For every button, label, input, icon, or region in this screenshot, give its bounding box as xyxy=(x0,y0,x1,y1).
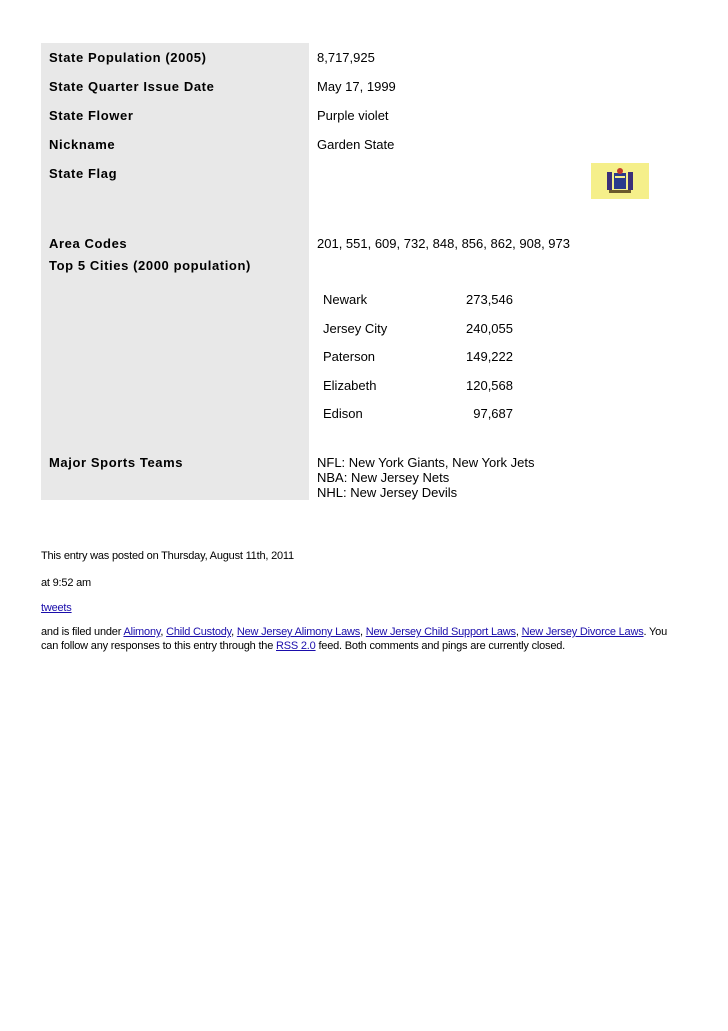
category-link[interactable]: Child Custody xyxy=(166,626,232,638)
cities-table xyxy=(323,292,513,435)
flag-row xyxy=(41,159,671,229)
posted-time: at 9:52 am xyxy=(41,577,91,589)
category-link[interactable]: New Jersey Divorce Laws xyxy=(521,626,644,638)
info-row xyxy=(41,130,671,159)
row-label: Area Codes xyxy=(41,229,309,258)
row-value: May 17, 1999 xyxy=(317,79,396,94)
sports-row xyxy=(41,448,671,500)
info-row xyxy=(41,229,671,258)
filed-under: and is filed under Alimony, Child Custody, New Jersey Alimony Laws, New Jersey Child Support Laws, New Jersey Divorce Laws. You can follow any responses to this entry through the RSS 2.0 feed. Both comments and pings are currently closed. xyxy=(41,626,668,652)
row-value: Garden State xyxy=(317,137,395,152)
category-link[interactable]: New Jersey Alimony Laws xyxy=(236,626,361,638)
row-value: 8,717,925 xyxy=(317,50,375,65)
cities-row xyxy=(41,258,671,448)
info-row xyxy=(41,72,671,101)
state-info-table xyxy=(41,43,671,500)
row-label: State Flower xyxy=(41,101,309,130)
cities-label: Top 5 Cities (2000 population) xyxy=(41,258,309,448)
row-label: State Population (2005) xyxy=(41,43,309,72)
sports-line: NFL: New York Giants, New York Jets xyxy=(317,455,535,470)
new-jersey-flag-icon xyxy=(591,163,649,199)
city-row: Paterson 149,222 xyxy=(323,349,513,364)
city-row: Newark 273,546 xyxy=(323,292,513,307)
category-link[interactable]: New Jersey Child Support Laws xyxy=(365,626,516,638)
flag-label: State Flag xyxy=(41,159,309,229)
row-label: State Quarter Issue Date xyxy=(41,72,309,101)
tag-link[interactable]: tweets xyxy=(41,602,72,614)
sports-list xyxy=(317,448,671,500)
sports-label: Major Sports Teams xyxy=(41,448,309,500)
city-row: Edison 97,687 xyxy=(323,406,513,421)
city-row: Jersey City 240,055 xyxy=(323,320,513,336)
row-value: Purple violet xyxy=(317,108,389,123)
info-row xyxy=(41,101,671,130)
row-label: Nickname xyxy=(41,130,309,159)
rss-link[interactable]: RSS 2.0 xyxy=(276,640,316,652)
sports-line: NHL: New Jersey Devils xyxy=(317,485,458,500)
posted-date: This entry was posted on Thursday, August 11th, 2011 xyxy=(41,550,294,562)
category-link[interactable]: Alimony xyxy=(123,626,161,638)
city-row: Elizabeth 120,568 xyxy=(323,377,513,393)
sports-line: NBA: New Jersey Nets xyxy=(317,470,450,485)
area-codes-value: 201, 551, 609, 732, 848, 856, 862, 908, 973 xyxy=(317,236,570,251)
info-row xyxy=(41,43,671,72)
